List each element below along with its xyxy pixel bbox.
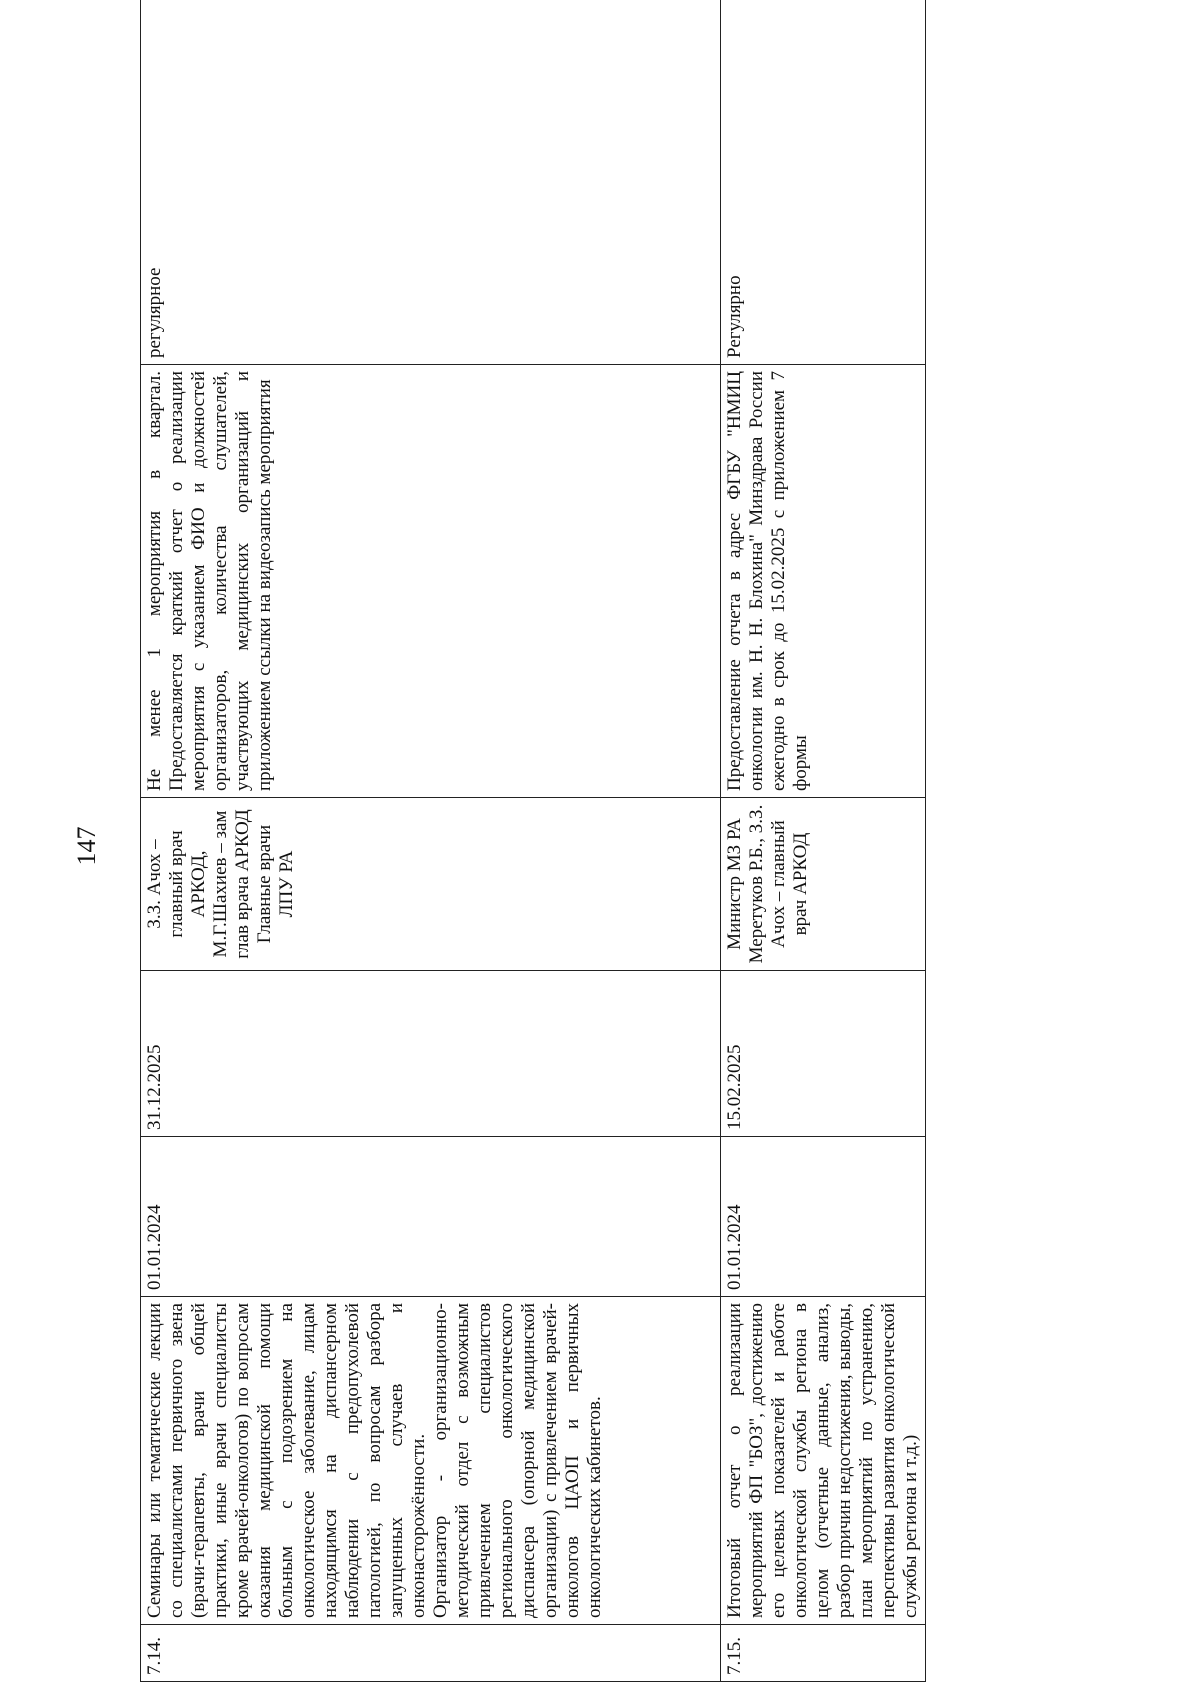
description-text: Семинары или тематические лекции со специалистами первичного звена (врачи-терапевты, врачи общей практики, иные врачи специалисты кроме врачей-онкологов) по вопросам оказания медицинской помощи больным с подозрением на онкологическое заболевание, лицам находящимся на диспансерном наблюдении с предопухолевой патологией, по вопросам разбора запущенных случаев и онконасторожённости.: [144, 1303, 429, 1618]
page-number: 147: [72, 826, 101, 866]
end-date-cell: 31.12.2025: [141, 971, 721, 1137]
frequency-cell: регулярное: [141, 0, 721, 365]
description-text: Итоговый отчет о реализации мероприятий ФП "БОЗ", достижению его целевых показателей и работе онкологической службы региона в целом (отчетные данные, анализ, разбор причин недостижения, выводы, план мероприятий по устранению, перспективы развития онкологической службы региона и т.д.): [724, 1303, 921, 1618]
table-row: [141, 0, 721, 1682]
table-row: [721, 0, 926, 1682]
row-number-cell: 7.14.: [141, 1625, 721, 1682]
row-number-cell: 7.15.: [721, 1625, 926, 1682]
description-cell: [721, 1297, 926, 1625]
start-date-cell: 01.01.2024: [721, 1137, 926, 1297]
description-cell: [141, 1297, 721, 1625]
start-date-cell: 01.01.2024: [141, 1137, 721, 1297]
result-cell: Предоставление отчета в адрес ФГБУ "НМИЦ онкологии им. Н. Н. Блохина" Минздрава России ежегодно в срок до 15.02.2025 с приложением 7 формы: [721, 365, 926, 798]
responsible-cell: З.З. Ачох – главный врач АРКОД, М.Г.Шахиев – зам глав врача АРКОД Главные врачи ЛПУ РА: [141, 798, 721, 971]
responsible-cell: Министр МЗ РА Меретуков Р.Б., З.З. Ачох – главный врач АРКОД: [721, 798, 926, 971]
measures-table: [140, 0, 926, 1682]
end-date-cell: 15.02.2025: [721, 971, 926, 1137]
result-cell: Не менее 1 мероприятия в квартал. Предоставляется краткий отчет о реализации мероприятия с указанием ФИО и должностей организаторов, количества слушателей, участвующих медицинских организаций и приложением ссылки на видеозапись мероприятия: [141, 365, 721, 798]
measures-table-rotated: [140, 67, 921, 1682]
description-organizer-text: Организатор - организационно-методический отдел с возможным привлечением специалистов регионального онкологического диспансера (опорной медицинской организации) с привлечением врачей-онкологов ЦАОП и первичных онкологических кабинетов.: [430, 1303, 605, 1618]
frequency-cell: Регулярно: [721, 0, 926, 365]
